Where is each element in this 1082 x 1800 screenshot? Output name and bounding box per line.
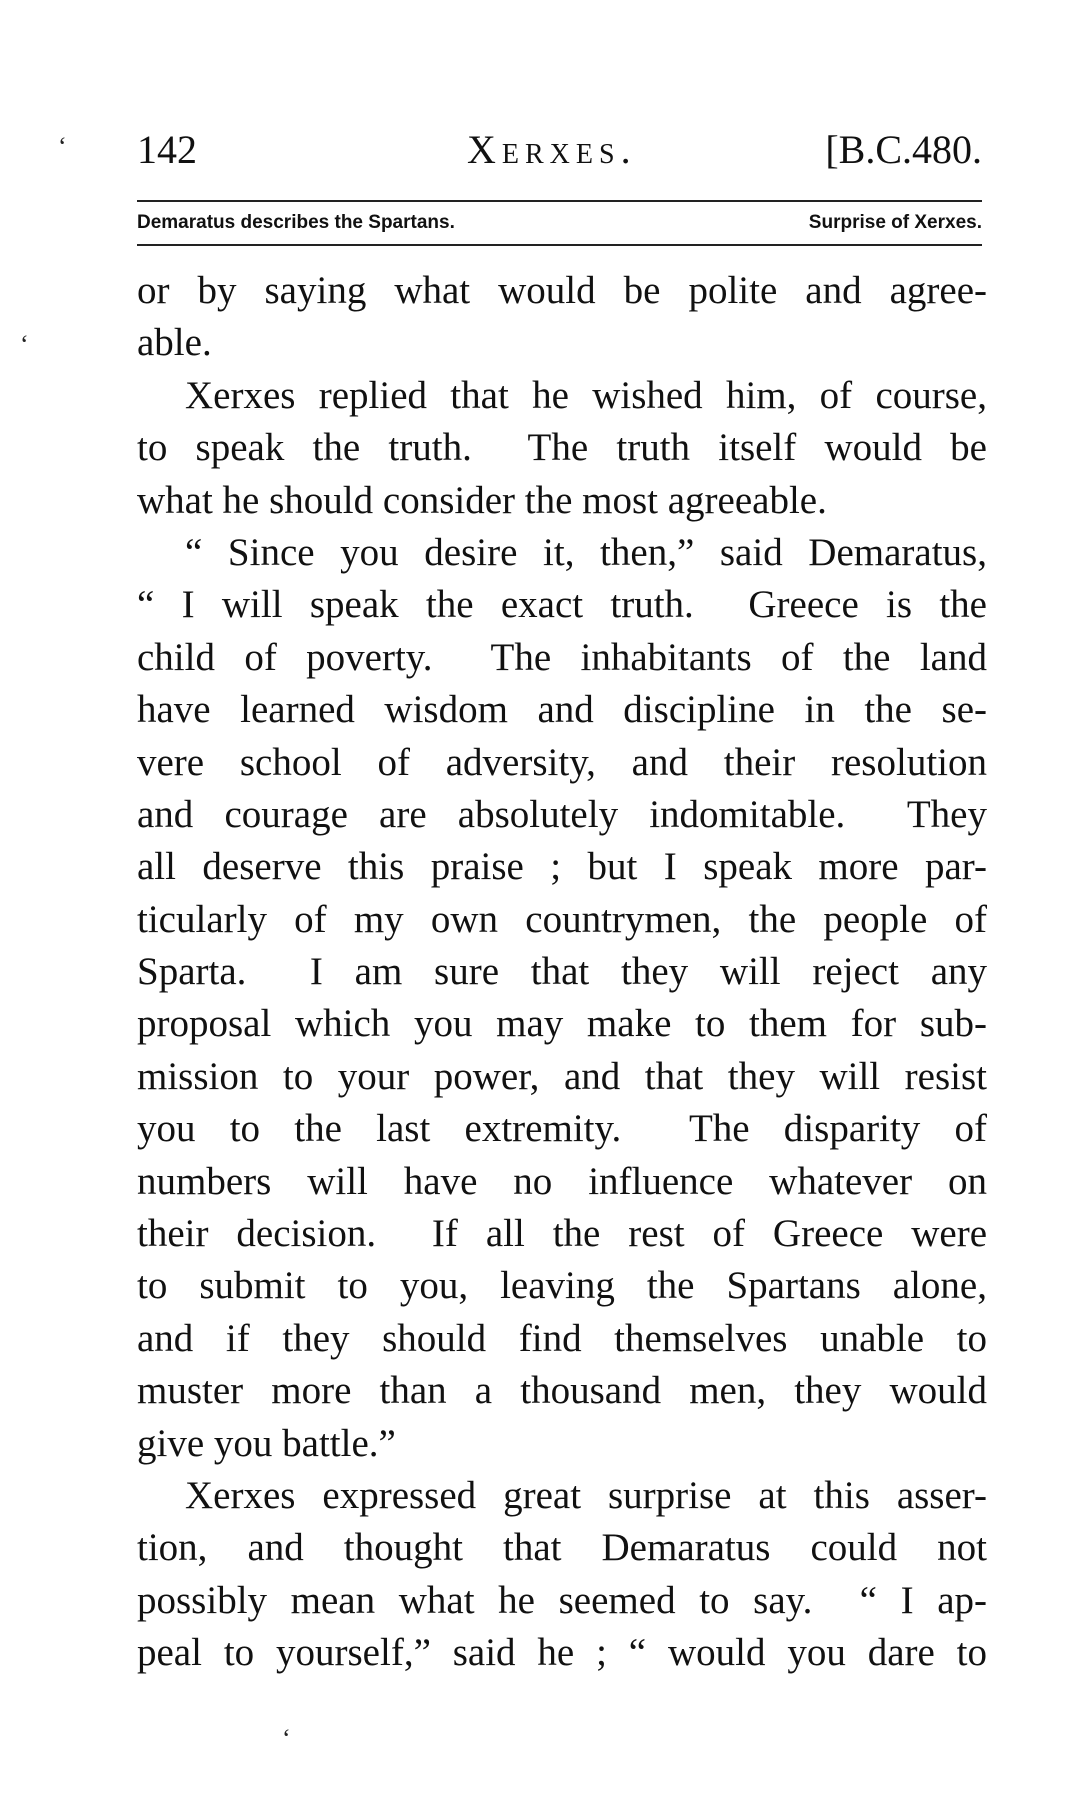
text-line: proposal which you may make to them for sub- (137, 1002, 987, 1046)
header-rule-top (137, 200, 982, 202)
text-line: you to the last extremity. The disparity of (137, 1107, 987, 1151)
text-line: child of poverty. The inhabitants of the land (137, 635, 987, 679)
text-line: give you battle.” (137, 1421, 396, 1465)
text-line: have learned wisdom and discipline in the se- (137, 688, 987, 732)
marginal-headings (137, 206, 982, 240)
text-line: tion, and thought that Demaratus could not (137, 1526, 987, 1570)
text-line: or by saying what would be polite and agree- (137, 269, 987, 312)
header-rule-bottom (137, 244, 982, 246)
text-line: mission to your power, and that they will resist (137, 1054, 987, 1098)
marginal-heading-left: Demaratus describes the Spartans. (137, 212, 455, 233)
text-line: Xerxes expressed great surprise at this asser- (185, 1473, 987, 1517)
text-line: Sparta. I am sure that they will reject any (137, 950, 987, 994)
text-line: and if they should find themselves unable to (137, 1316, 987, 1360)
text-line: muster more than a thousand men, they would (137, 1369, 987, 1413)
date-label: [B.C.480. (825, 127, 982, 172)
text-line: Xerxes replied that he wished him, of course, (185, 373, 987, 417)
scan-speck: ‘ (282, 1724, 291, 1753)
scan-speck: ‘ (58, 132, 67, 161)
text-line: what he should consider the most agreeable. (137, 478, 827, 522)
text-line: to submit to you, leaving the Spartans alone, (137, 1264, 987, 1308)
text-line: their decision. If all the rest of Greece were (137, 1212, 987, 1256)
running-title: Xerxes. (467, 127, 637, 172)
page-number: 142 (137, 127, 197, 172)
scan-speck: ‘ (20, 330, 29, 359)
text-line: peal to yourself,” said he ; “ would you dare to (137, 1631, 987, 1675)
text-line: to speak the truth. The truth itself would be (137, 426, 987, 470)
marginal-heading-right: Surprise of Xerxes. (808, 212, 982, 233)
text-line: possibly mean what he seemed to say. “ I ap- (137, 1578, 987, 1622)
text-line: able. (137, 321, 212, 365)
text-line: all deserve this praise ; but I speak more par- (137, 845, 987, 889)
body-text (137, 265, 987, 1680)
text-line: ticularly of my own countrymen, the people of (137, 897, 987, 941)
text-line: “ I will speak the exact truth. Greece is the (137, 583, 987, 627)
text-line: vere school of adversity, and their resolution (137, 740, 987, 784)
text-line: “ Since you desire it, then,” said Demaratus, (185, 530, 987, 574)
text-line: numbers will have no influence whatever on (137, 1159, 987, 1203)
text-line: and courage are absolutely indomitable. They (137, 792, 987, 836)
page-header (137, 124, 982, 176)
